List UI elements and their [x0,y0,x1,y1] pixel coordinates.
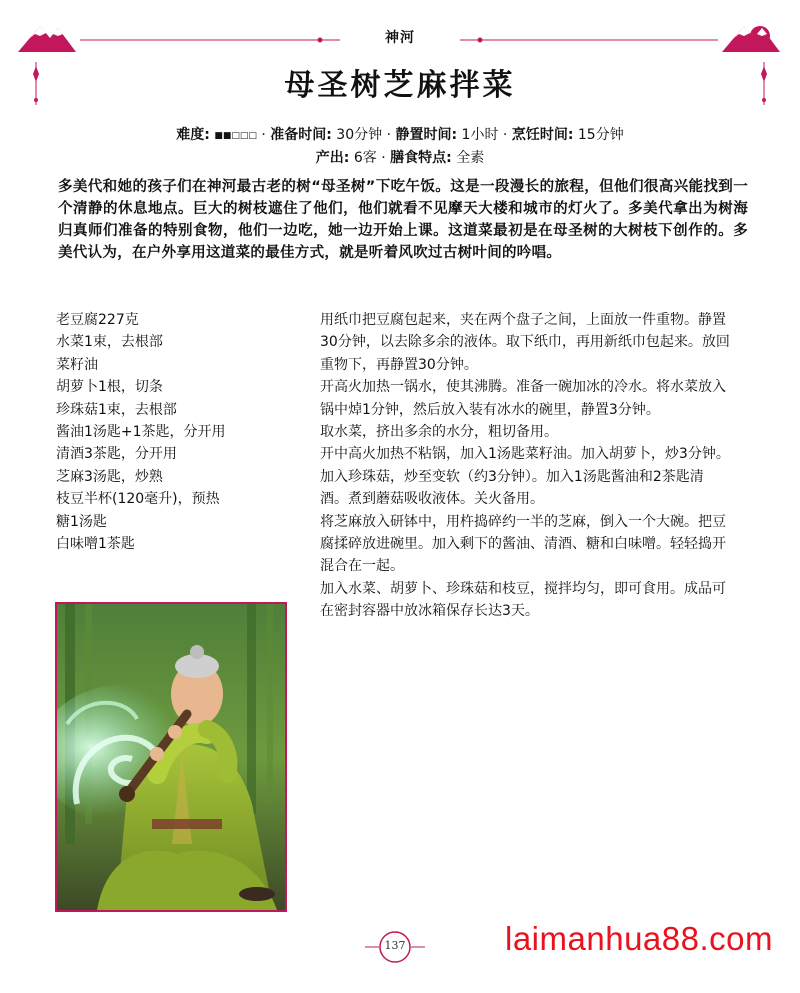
step-paragraph: 开中高火加热不粘锅，加入1汤匙菜籽油。加入胡萝卜，炒3分钟。加入珍珠菇，炒至变软（约3分钟）。加入1汤匙酱油和2茶匙清酒。煮到蘑菇吸收液体。关火备用。 [320,446,730,508]
monk-flute-illustration [55,602,287,912]
step-paragraph: 将芝麻放入研钵中，用杵捣碎约一半的芝麻，倒入一个大碗。把豆腐揉碎放进碗里。加入剩下的酱油、清酒、糖和白味噌。轻轻捣开混合在一起。 [320,513,726,575]
monk-flute-artwork [57,604,285,910]
ingredient-item: 老豆腐227克 [56,312,139,328]
page-number: 137 [384,939,406,952]
recipe-intro: 多美代和她的孩子们在神河最古老的树“母圣树”下吃午饭。这是一段漫长的旅程，但他们很高兴能找到一个清静的休息地点。巨大的树枝遮住了他们，他们就看不见摩天大楼和城市的灯火了。多美代拿出为树海归真师们准备的特别食物，他们一边吃，她一边开始上课。这道菜最初是在母圣树的大树枝下创作的。多美代认为，在户外享用这道菜的最佳方式，就是听着风吹过古树叶间的吟唱。 [58,179,748,261]
ingredient-item: 酱油1汤匙+1茶匙，分开用 [56,424,226,441]
meta-separator: · [502,127,508,143]
yield-label: 产出: [315,150,350,166]
meta-separator: · [261,127,266,143]
ingredient-item: 芝麻3汤匙，炒熟 [56,468,163,485]
ingredient-item: 菜籽油 [56,356,98,373]
ingredient-item: 胡萝卜1根，切条 [56,379,163,396]
step-paragraph: 用纸巾把豆腐包起来，夹在两个盘子之间，上面放一件重物。静置30分钟，以去除多余的液体。取下纸巾，再用新纸巾包起来。放回重物下，再静置30分钟。 [320,312,730,373]
recipe-steps [320,309,730,623]
rest-time-value: 1小时 [461,127,499,143]
ingredient-item: 白味噌1茶匙 [56,536,135,553]
step-paragraph: 加入水菜、胡萝卜、珍珠菇和枝豆，搅拌均匀，即可食用。成品可在密封容器中放冰箱保存长达3天。 [320,580,726,620]
cook-time-value: 15分钟 [577,127,624,143]
meta-separator: · [386,127,392,143]
section-title: 神河 [385,30,415,46]
meta-separator: · [381,150,386,166]
recipe-meta-yield [0,148,800,168]
recipe-meta-times [0,125,800,146]
page-number-badge [365,930,425,964]
ingredient-item: 枝豆半杯(120毫升)，预热 [56,491,220,508]
ingredient-item: 水菜1束，去根部 [56,334,163,351]
watermark-text: laimanhua88.com [505,920,773,957]
difficulty-rating: ■■□□□ [214,131,257,141]
ingredient-item: 清酒3茶匙，分开用 [56,446,177,463]
diet-value: 全素 [456,150,485,166]
prep-time-label: 准备时间: [270,127,332,143]
yield-value: 6客 [353,150,377,166]
rest-time-label: 静置时间: [395,127,458,143]
ingredient-list [56,309,306,555]
ingredient-item: 珍珠菇1束，去根部 [56,401,177,418]
ingredient-item: 糖1汤匙 [56,513,107,530]
diet-label: 膳食特点: [390,150,452,166]
recipe-title: 母圣树芝麻拌菜 [284,68,516,103]
prep-time-value: 30分钟 [336,127,383,143]
difficulty-label: 难度: [176,127,210,143]
step-paragraph: 取水菜，挤出多余的水分，粗切备用。 [320,424,558,441]
step-paragraph: 开高火加热一锅水，使其沸腾。准备一碗加冰的冷水。将水菜放入锅中焯1分钟，然后放入装有冰水的碗里，静置3分钟。 [320,379,726,418]
cook-time-label: 烹饪时间: [511,127,574,143]
